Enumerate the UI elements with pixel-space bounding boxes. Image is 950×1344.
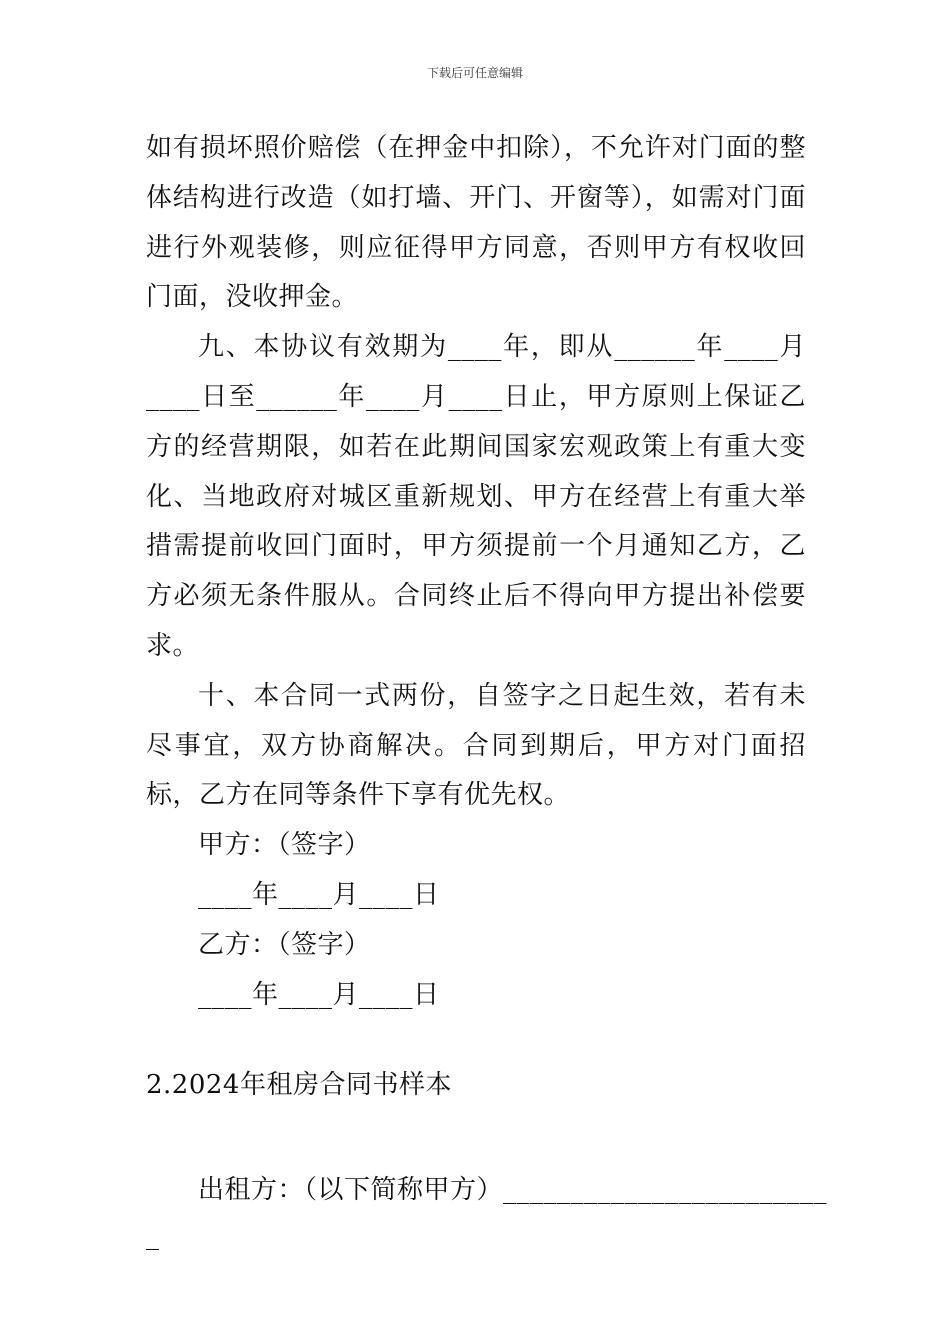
lessor-line-continuation: _: [146, 1220, 160, 1251]
clause-paragraph-1: 如有损坏照价赔偿（在押金中扣除），不允许对门面的整体结构进行改造（如打墙、开门、开窗等），如需对门面进行外观装修，则应征得甲方同意，否则甲方有权收回门面，没收押金。: [146, 133, 806, 313]
page-header-note: 下载后可任意编辑: [426, 66, 523, 80]
clause-nine-paragraph: 九、本协议有效期为____年，即从______年____月____日至______年____月____日止，甲方原则上保证乙方的经营期限，如若在此期间国家宏观政策上有重大变化、当地政府对城区重新规划、甲方在经营上有重大举措需提前收回门面时，甲方须提前一个月通知乙方，乙方必须无条件服从。合同终止后不得向甲方提出补偿要求。: [146, 332, 806, 661]
party-b-signature: 乙方：（签字）: [198, 929, 371, 960]
lessor-line: 出租方：（以下简称甲方）________________________: [198, 1175, 828, 1206]
clause-ten-paragraph: 十、本合同一式两份，自签字之日起生效，若有未尽事宜，双方协商解决。合同到期后，甲方对门面招标，乙方在同等条件下享有优先权。: [146, 680, 806, 811]
party-a-signature: 甲方：（签字）: [198, 830, 371, 861]
section-spacer: [146, 1020, 806, 1061]
party-b-date: ____年____月____日: [198, 979, 440, 1010]
document-body: [146, 124, 828, 1256]
party-a-date: ____年____月____日: [198, 879, 440, 910]
section-title: 2.2024年租房合同书样本: [146, 1070, 452, 1101]
section-spacer-2: [146, 1111, 806, 1166]
